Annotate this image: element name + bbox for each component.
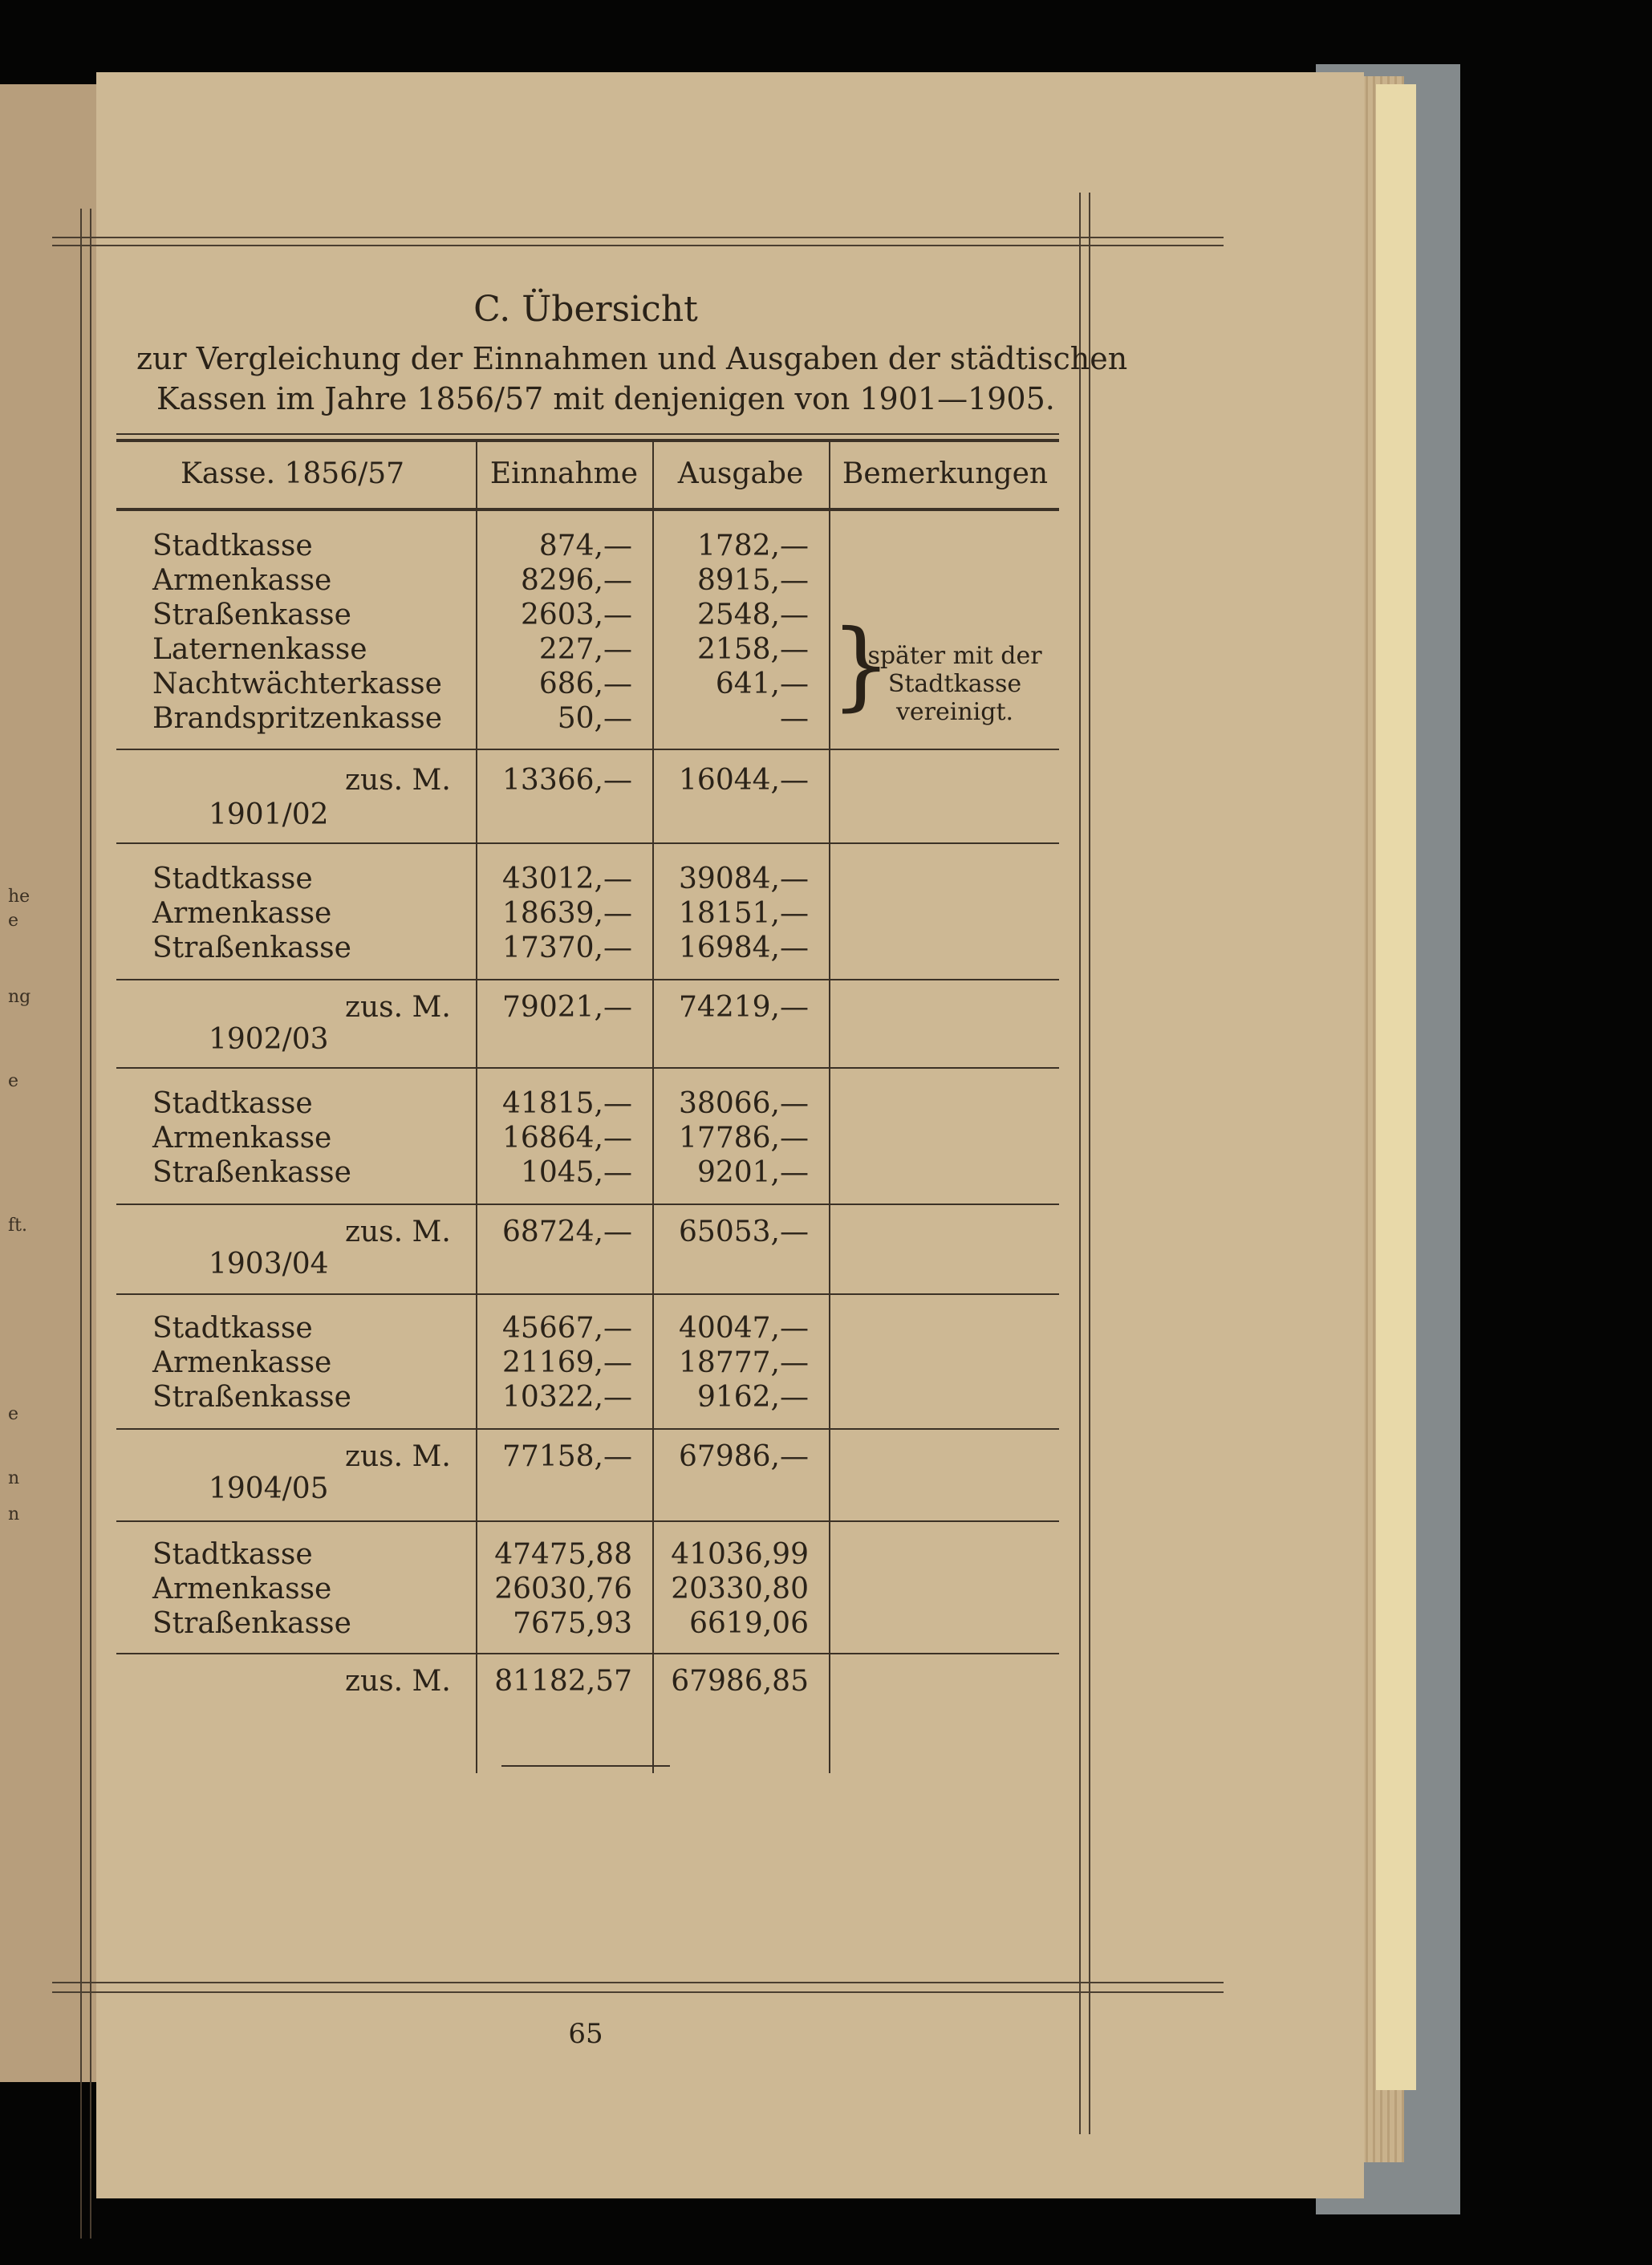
row-einnahme: 1045,—: [520, 1156, 632, 1189]
left-page-fragment: e: [8, 911, 19, 931]
left-page-fragment: e: [8, 1071, 19, 1091]
subtitle-line-2: Kassen im Jahre 1856/57 mit denjenigen von 1901—1905.: [156, 381, 1055, 416]
left-page-fragment: e: [8, 1404, 19, 1424]
year-label: 1901/02: [209, 798, 329, 831]
frame-right-rule: [1079, 193, 1081, 2134]
total-einnahme: 68724,—: [502, 1216, 632, 1248]
section-rule: [116, 1428, 1059, 1430]
left-page-fragment: ft.: [8, 1216, 27, 1236]
row-name: Laternenkasse: [152, 633, 367, 666]
frame-bottom-rule-inner: [52, 1991, 1224, 1993]
remark-line-2: Stadtkasse: [887, 670, 1022, 698]
remark-line-1: später mit der: [867, 642, 1042, 670]
left-page-edge: [0, 84, 108, 2082]
row-ausgabe: 39084,—: [679, 863, 809, 895]
header-rule-bottom: [116, 508, 1059, 511]
row-ausgabe: 9162,—: [696, 1381, 809, 1414]
section-rule: [116, 1067, 1059, 1069]
subtitle-line-1: zur Vergleichung der Einnahmen und Ausgaben der städtischen: [136, 341, 1128, 376]
row-ausgabe: 2158,—: [696, 633, 809, 666]
frame-left-rule-inner: [90, 209, 91, 2239]
row-ausgabe: 38066,—: [679, 1087, 809, 1120]
row-einnahme: 2603,—: [520, 599, 632, 631]
row-einnahme: 10322,—: [502, 1381, 632, 1414]
column-header-bemerkungen: Bemerkungen: [842, 457, 1049, 490]
row-ausgabe: 40047,—: [679, 1312, 809, 1345]
row-ausgabe: 16984,—: [679, 932, 809, 964]
left-page-fragment: n: [8, 1504, 20, 1524]
row-name: Stadtkasse: [152, 863, 313, 895]
total-ausgabe: 16044,—: [679, 764, 809, 797]
total-label: zus. M.: [345, 1216, 451, 1248]
row-name: Armenkasse: [152, 564, 332, 597]
row-ausgabe: 18777,—: [679, 1346, 809, 1379]
total-einnahme: 81182,57: [494, 1665, 632, 1698]
row-einnahme: 686,—: [538, 668, 632, 700]
row-ausgabe: 17786,—: [679, 1122, 809, 1155]
year-label: 1903/04: [209, 1248, 329, 1281]
row-ausgabe: —: [780, 702, 809, 735]
row-einnahme: 47475,88: [494, 1538, 632, 1571]
section-rule: [116, 1204, 1059, 1205]
section-rule: [116, 1520, 1059, 1522]
total-label: zus. M.: [345, 1665, 451, 1698]
header-rule-top: [116, 433, 1059, 435]
left-page-fragment: he: [8, 887, 30, 907]
inserted-sheet-edge: [1376, 84, 1416, 2090]
row-ausgabe: 9201,—: [696, 1156, 809, 1189]
column-header-einnahme: Einnahme: [489, 457, 639, 490]
row-einnahme: 17370,—: [502, 932, 632, 964]
row-ausgabe: 641,—: [715, 668, 809, 700]
row-name: Stadtkasse: [152, 530, 313, 562]
frame-top-rule: [52, 237, 1224, 238]
row-name: Armenkasse: [152, 1122, 332, 1155]
row-einnahme: 26030,76: [494, 1573, 632, 1605]
year-label: 1902/03: [209, 1023, 329, 1056]
row-ausgabe: 8915,—: [696, 564, 809, 597]
row-ausgabe: 2548,—: [696, 599, 809, 631]
total-ausgabe: 67986,—: [679, 1440, 809, 1473]
page-number: 65: [568, 2018, 603, 2050]
frame-right-rule-inner: [1089, 193, 1090, 2134]
section-rule: [116, 1653, 1059, 1654]
section-rule: [116, 842, 1059, 844]
closing-rule: [501, 1765, 670, 1767]
total-einnahme: 13366,—: [502, 764, 632, 797]
section-rule: [116, 1293, 1059, 1295]
row-name: Straßenkasse: [152, 1381, 351, 1414]
remark-brace: }: [830, 610, 892, 721]
row-name: Armenkasse: [152, 1346, 332, 1379]
left-page-fragment: n: [8, 1468, 20, 1488]
row-einnahme: 8296,—: [520, 564, 632, 597]
row-name: Straßenkasse: [152, 1607, 351, 1640]
row-einnahme: 7675,93: [513, 1607, 632, 1640]
row-name: Stadtkasse: [152, 1312, 313, 1345]
total-ausgabe: 74219,—: [679, 991, 809, 1024]
row-einnahme: 227,—: [538, 633, 632, 666]
total-ausgabe: 67986,85: [671, 1665, 809, 1698]
row-einnahme: 43012,—: [502, 863, 632, 895]
frame-bottom-rule: [52, 1982, 1224, 1983]
row-name: Armenkasse: [152, 897, 332, 930]
column-header-kasse: Kasse. 1856/57: [181, 457, 405, 490]
row-ausgabe: 6619,06: [689, 1607, 809, 1640]
total-ausgabe: 65053,—: [679, 1216, 809, 1248]
row-name: Nachtwächterkasse: [152, 668, 442, 700]
row-name: Brandspritzenkasse: [152, 702, 443, 735]
row-einnahme: 874,—: [538, 530, 632, 562]
row-ausgabe: 41036,99: [671, 1538, 809, 1571]
frame-left-rule: [80, 209, 82, 2239]
row-ausgabe: 1782,—: [696, 530, 809, 562]
total-label: zus. M.: [345, 1440, 451, 1473]
year-label: 1904/05: [209, 1472, 329, 1505]
row-ausgabe: 18151,—: [679, 897, 809, 930]
row-einnahme: 21169,—: [502, 1346, 632, 1379]
row-einnahme: 16864,—: [502, 1122, 632, 1155]
section-rule: [116, 749, 1059, 750]
row-name: Straßenkasse: [152, 932, 351, 964]
document-page: [96, 72, 1364, 2198]
row-name: Armenkasse: [152, 1573, 332, 1605]
frame-top-rule-inner: [52, 245, 1224, 246]
page-title: C. Übersicht: [473, 289, 698, 330]
total-einnahme: 79021,—: [502, 991, 632, 1024]
left-page-fragment: ng: [8, 987, 31, 1007]
column-header-ausgabe: Ausgabe: [677, 457, 804, 490]
row-name: Stadtkasse: [152, 1538, 313, 1571]
row-einnahme: 18639,—: [502, 897, 632, 930]
row-name: Straßenkasse: [152, 599, 351, 631]
row-einnahme: 50,—: [557, 702, 632, 735]
row-name: Stadtkasse: [152, 1087, 313, 1120]
total-label: zus. M.: [345, 764, 451, 797]
row-ausgabe: 20330,80: [671, 1573, 809, 1605]
total-label: zus. M.: [345, 991, 451, 1024]
row-einnahme: 45667,—: [502, 1312, 632, 1345]
section-rule: [116, 979, 1059, 980]
header-rule-thick: [116, 439, 1059, 442]
row-einnahme: 41815,—: [502, 1087, 632, 1120]
total-einnahme: 77158,—: [502, 1440, 632, 1473]
remark-line-3: vereinigt.: [895, 698, 1014, 726]
row-name: Straßenkasse: [152, 1156, 351, 1189]
